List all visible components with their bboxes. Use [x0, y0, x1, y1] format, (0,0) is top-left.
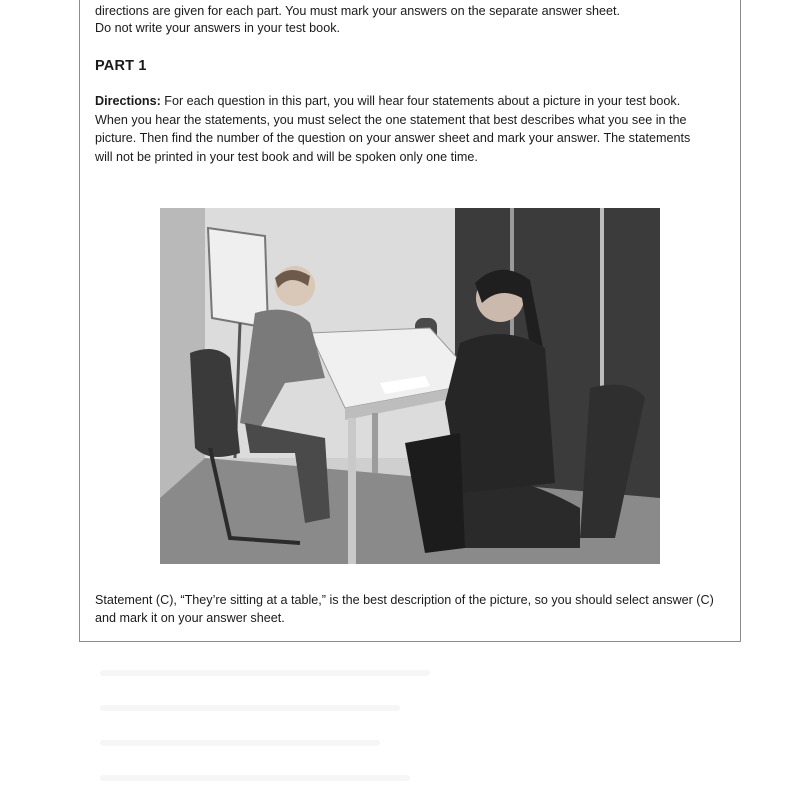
intro-line-1: directions are given for each part. You must mark your answers on the separate answer sheet. [95, 4, 621, 18]
bleed-through-line [100, 705, 400, 711]
statement-text: Statement (C), “They’re sitting at a table,” is the best description of the picture, so you should select answer (C) and mark it on your answer sheet. [95, 593, 714, 625]
bleed-through-line [100, 670, 430, 676]
directions-text: For each question in this part, you will hear four statements about a picture in your test book. When you hear the statements, you must select the one statement that best describes what you see in the picture. Then find the number of the question on your answer sheet and mark your answer. The statements will not be printed in your test book and will be spoken only one time. [95, 94, 691, 164]
intro-line-2: Do not write your answers in your test book. [95, 21, 340, 35]
bleed-through-line [100, 775, 410, 781]
directions-paragraph [95, 92, 700, 166]
example-photo [160, 208, 660, 564]
photo-image-icon [160, 208, 660, 564]
intro-text [95, 3, 715, 37]
part-title: PART 1 [95, 58, 147, 74]
bleed-through-line [100, 740, 380, 746]
directions-label: Directions: [95, 94, 161, 108]
